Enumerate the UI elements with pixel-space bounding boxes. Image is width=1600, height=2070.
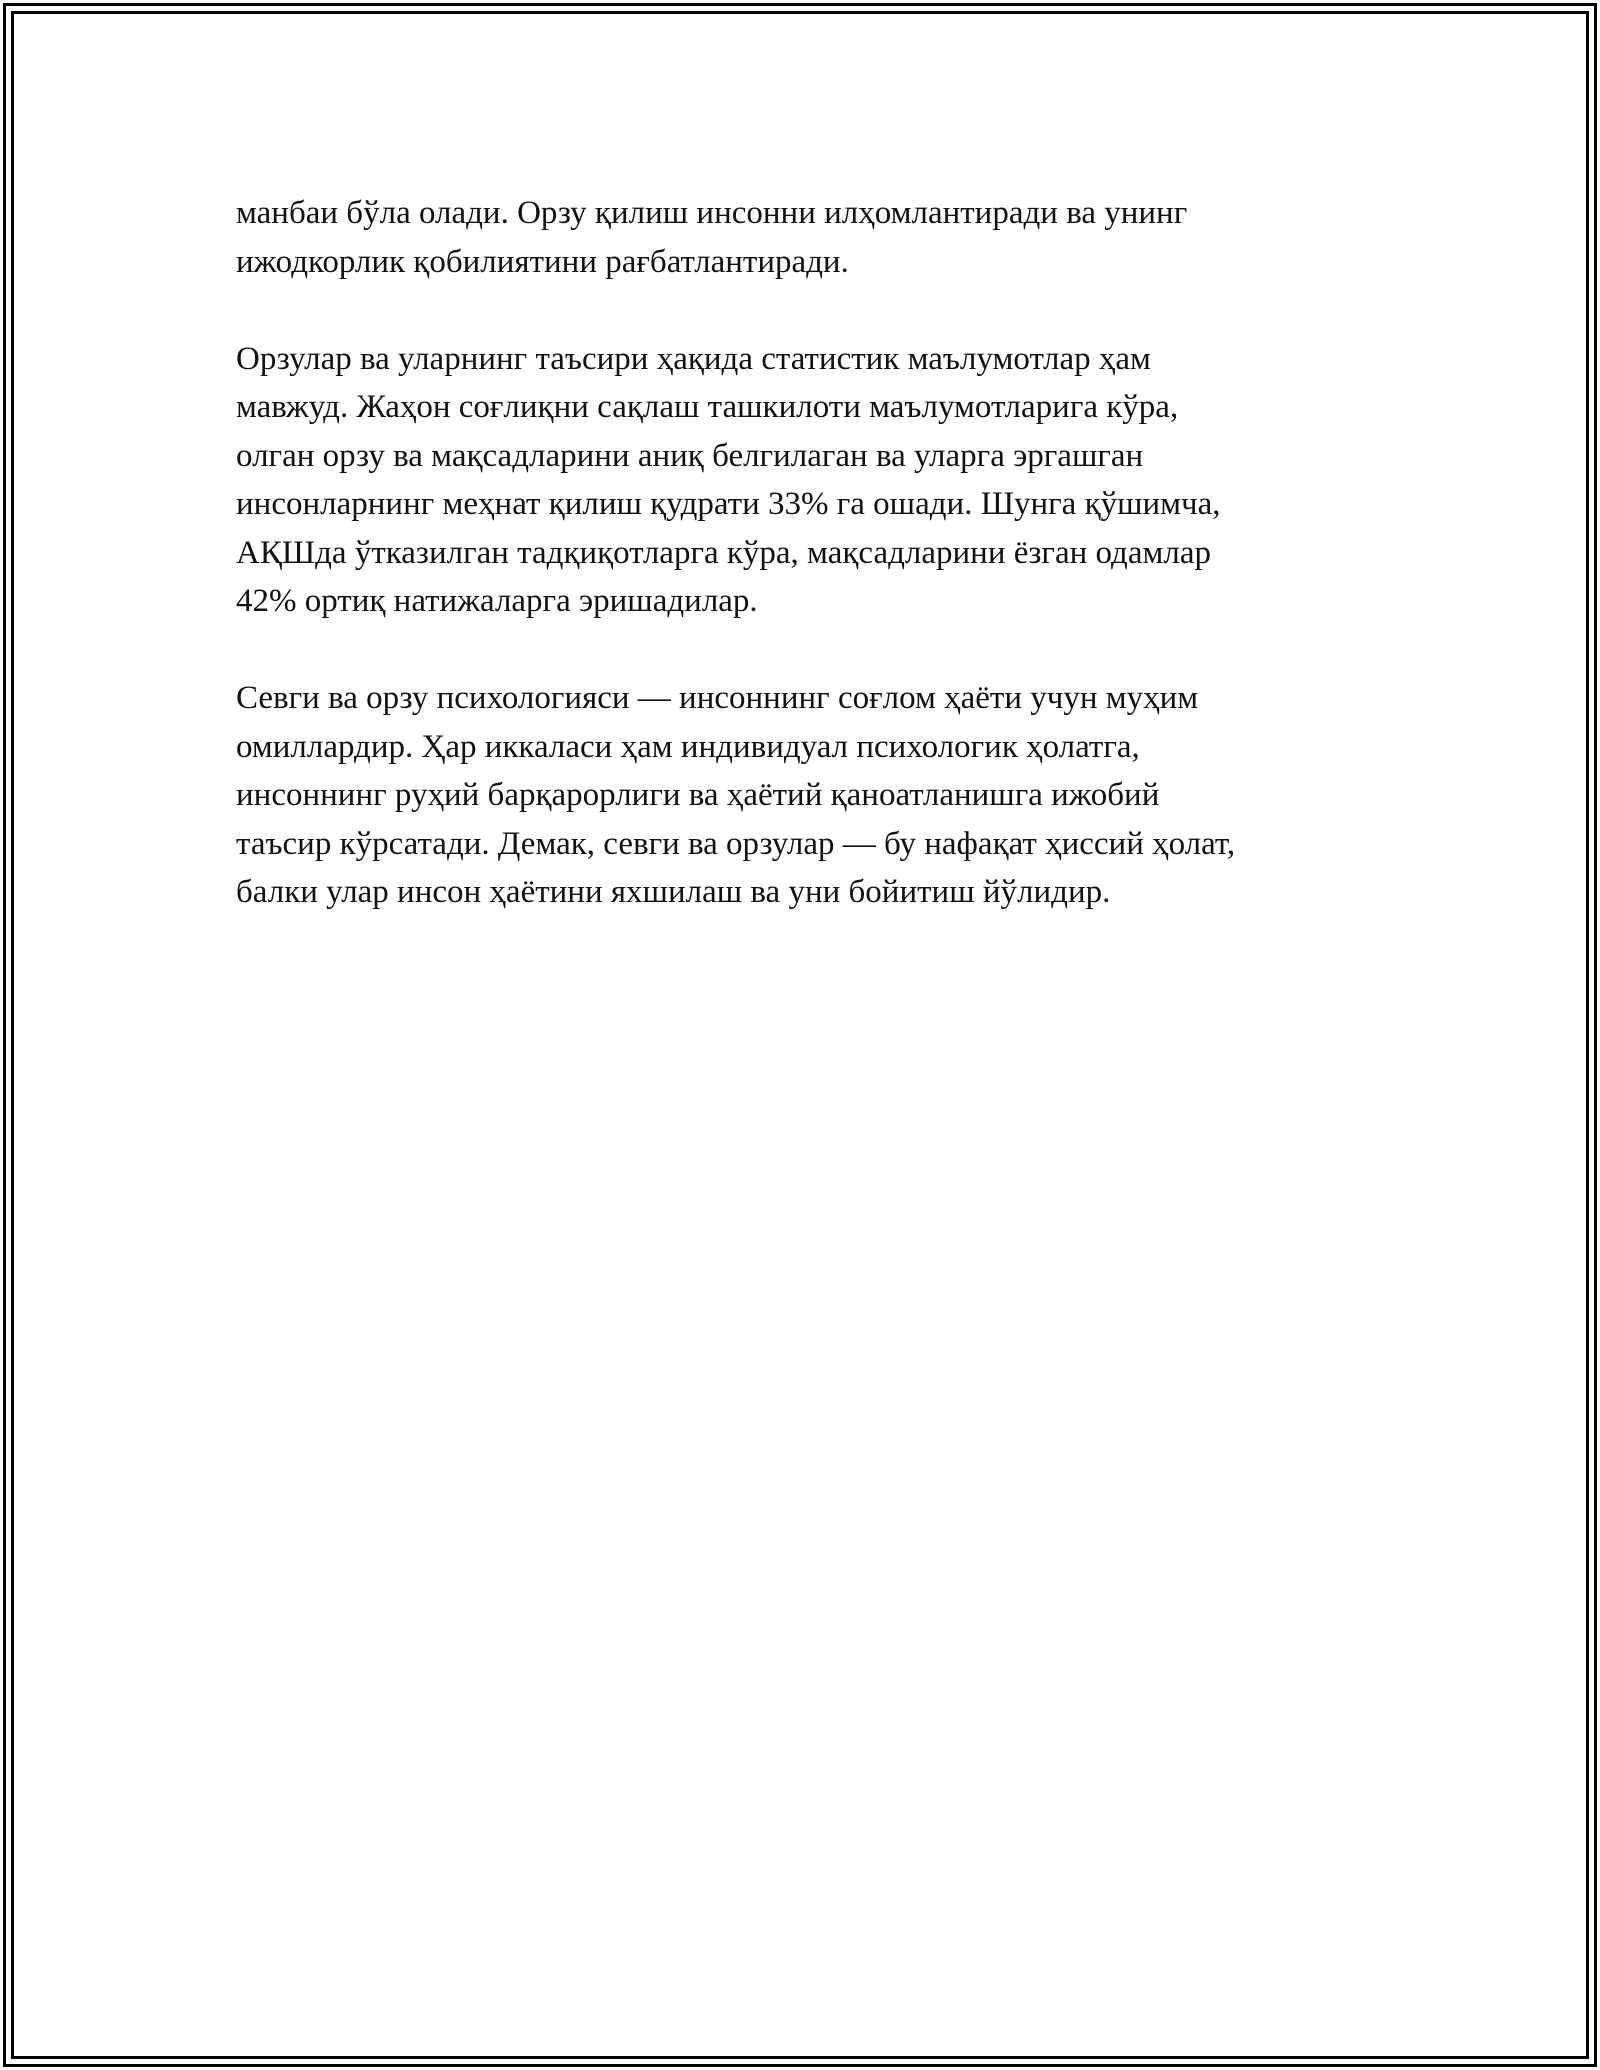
document-body — [236, 189, 1366, 965]
paragraph-2: Орзулар ва уларнинг таъсири ҳақида статистик маълумотлар ҳам мавжуд. Жаҳон соғлиқни сақлаш ташкилоти маълумотларига кўра, олган орзу ва мақсадларини аниқ белгилаган ва уларга эргашган инсонларнинг меҳнат қилиш қудрати 33% га ошади. Шунга қўшимча, АҚШда ўтказилган тадқиқотларга кўра, мақсадларини ёзган одамлар 42% ортиқ натижаларга эришадилар. — [236, 340, 1221, 619]
paragraph-3: Севги ва орзу психологияси — инсоннинг соғлом ҳаёти учун муҳим омиллардир. Ҳар иккаласи ҳам индивидуал психологик ҳолатга, инсоннинг руҳий барқарорлиги ва ҳаётий қаноатланишга ижобий таъсир кўрсатади. Демак, севги ва орзулар — бу нафақат ҳиссий ҳолат, балки улар инсон ҳаётини яхшилаш ва уни бойитиш йўлидир. — [236, 680, 1236, 910]
paragraph-1: манбаи бўла олади. Орзу қилиш инсонни илҳомлантиради ва унинг ижодкорлик қобилиятини рағбатлантиради. — [236, 195, 1188, 280]
